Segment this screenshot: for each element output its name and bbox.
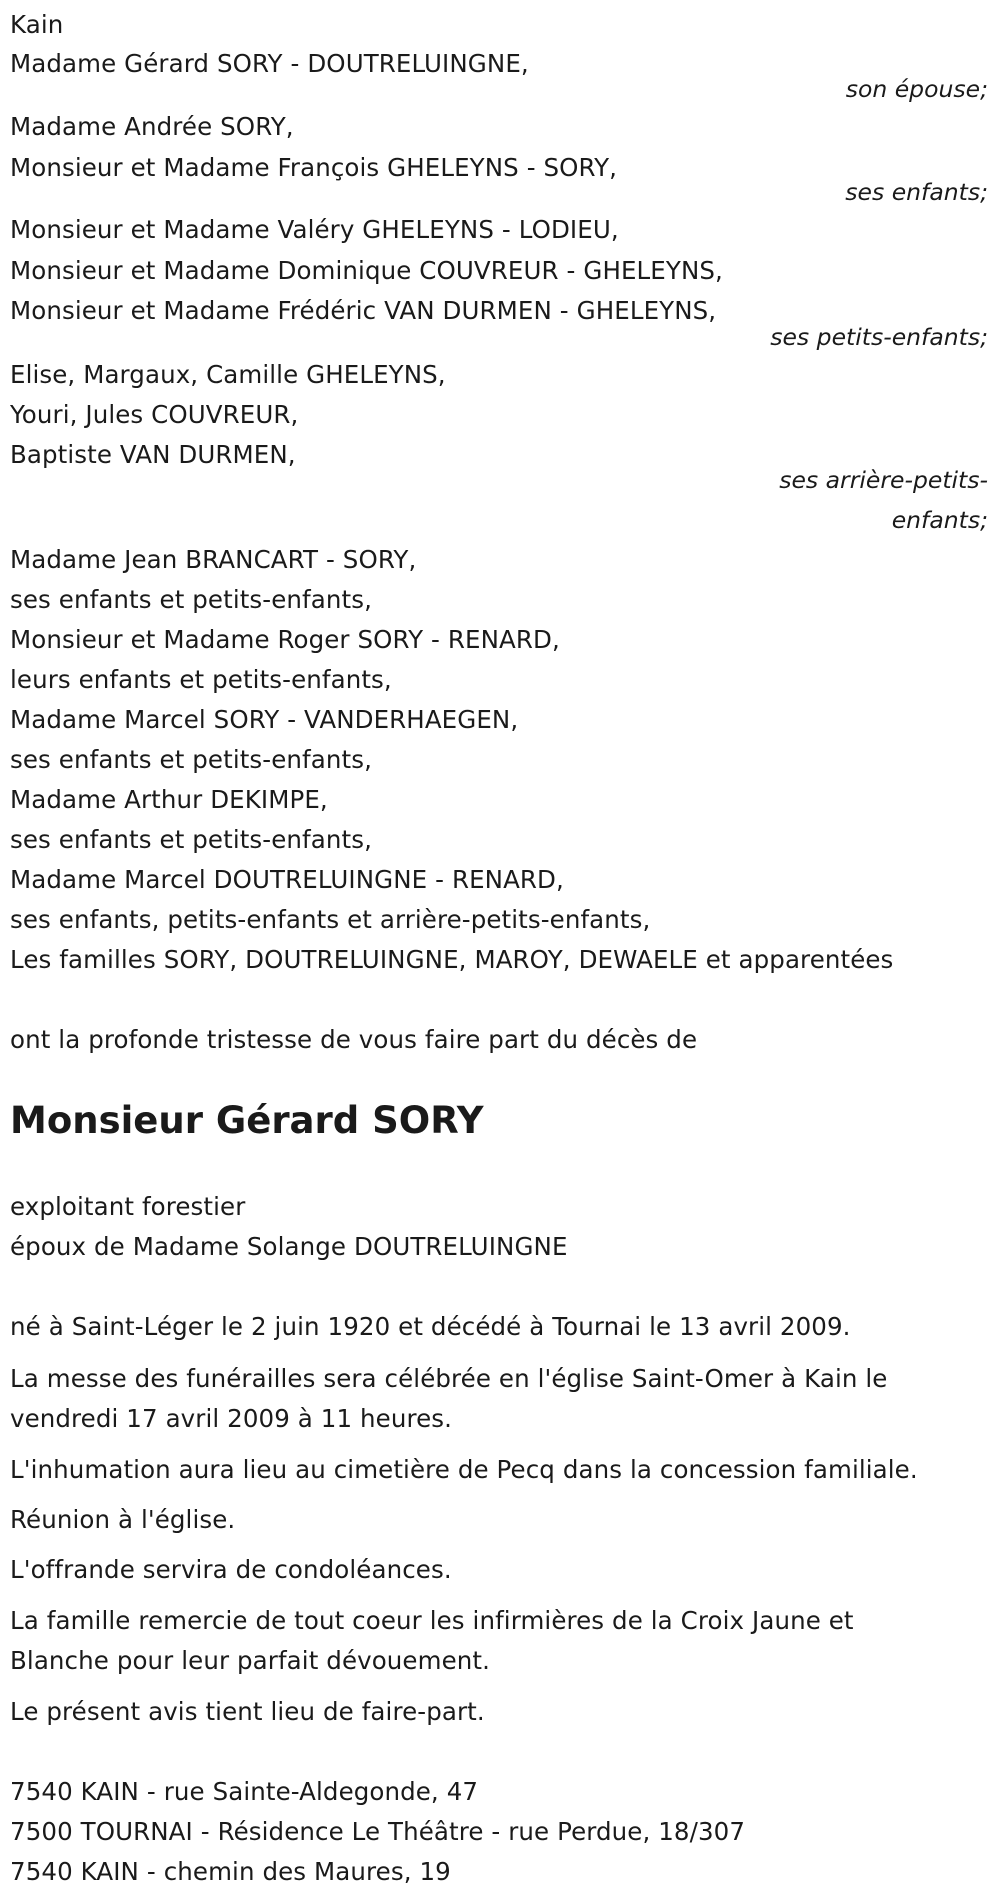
- relation-label: ses petits-enfants;: [770, 323, 988, 351]
- relation-label: enfants;: [891, 506, 988, 534]
- address-line: 7540 KAIN - rue Sainte-Aldegonde, 47: [10, 1777, 479, 1806]
- relative-line: ses enfants et petits-enfants,: [10, 745, 372, 774]
- relative-line: Les familles SORY, DOUTRELUINGNE, MAROY, DEWAELE et apparentées: [10, 945, 894, 974]
- relation-label: son épouse;: [845, 75, 988, 103]
- detail-line: Blanche pour leur parfait dévouement.: [10, 1646, 490, 1675]
- detail-line: L'inhumation aura lieu au cimetière de Pecq dans la concession familiale.: [10, 1455, 918, 1484]
- detail-line: Réunion à l'église.: [10, 1505, 236, 1534]
- family-line: Elise, Margaux, Camille GHELEYNS,: [10, 360, 446, 389]
- deceased-occupation: exploitant forestier: [10, 1192, 246, 1221]
- family-line: Madame Gérard SORY - DOUTRELUINGNE,: [10, 49, 529, 78]
- family-line: Monsieur et Madame Frédéric VAN DURMEN - GHELEYNS,: [10, 296, 717, 325]
- address-line: 7500 TOURNAI - Résidence Le Théâtre - rue Perdue, 18/307: [10, 1817, 746, 1846]
- detail-line: La messe des funérailles sera célébrée en l'église Saint-Omer à Kain le: [10, 1364, 888, 1393]
- detail-line: Le présent avis tient lieu de faire-part.: [10, 1697, 485, 1726]
- relative-line: leurs enfants et petits-enfants,: [10, 665, 392, 694]
- detail-line: La famille remercie de tout coeur les infirmières de la Croix Jaune et: [10, 1606, 854, 1635]
- location: Kain: [10, 10, 64, 39]
- family-line: Monsieur et Madame Valéry GHELEYNS - LODIEU,: [10, 215, 619, 244]
- detail-line: vendredi 17 avril 2009 à 11 heures.: [10, 1404, 453, 1433]
- announcement: ont la profonde tristesse de vous faire part du décès de: [10, 1025, 698, 1054]
- detail-line: L'offrande servira de condoléances.: [10, 1555, 452, 1584]
- family-line: Baptiste VAN DURMEN,: [10, 440, 296, 469]
- relation-label: ses enfants;: [845, 178, 988, 206]
- family-line: Monsieur et Madame Dominique COUVREUR - GHELEYNS,: [10, 256, 723, 285]
- address-line: 7540 KAIN - chemin des Maures, 19: [10, 1857, 451, 1886]
- deceased-name: Monsieur Gérard SORY: [10, 1099, 484, 1142]
- relative-line: Monsieur et Madame Roger SORY - RENARD,: [10, 625, 560, 654]
- detail-line: né à Saint-Léger le 2 juin 1920 et décédé à Tournai le 13 avril 2009.: [10, 1312, 851, 1341]
- relative-line: ses enfants et petits-enfants,: [10, 585, 372, 614]
- family-line: Monsieur et Madame François GHELEYNS - SORY,: [10, 153, 618, 182]
- family-line: Madame Andrée SORY,: [10, 112, 294, 141]
- family-line: Youri, Jules COUVREUR,: [10, 400, 299, 429]
- relative-line: Madame Arthur DEKIMPE,: [10, 785, 328, 814]
- relative-line: Madame Marcel DOUTRELUINGNE - RENARD,: [10, 865, 564, 894]
- relative-line: ses enfants, petits-enfants et arrière-petits-enfants,: [10, 905, 651, 934]
- deceased-spouse: époux de Madame Solange DOUTRELUINGNE: [10, 1232, 568, 1261]
- relation-label: ses arrière-petits-: [779, 466, 988, 494]
- relative-line: Madame Marcel SORY - VANDERHAEGEN,: [10, 705, 519, 734]
- relative-line: Madame Jean BRANCART - SORY,: [10, 545, 417, 574]
- relative-line: ses enfants et petits-enfants,: [10, 825, 372, 854]
